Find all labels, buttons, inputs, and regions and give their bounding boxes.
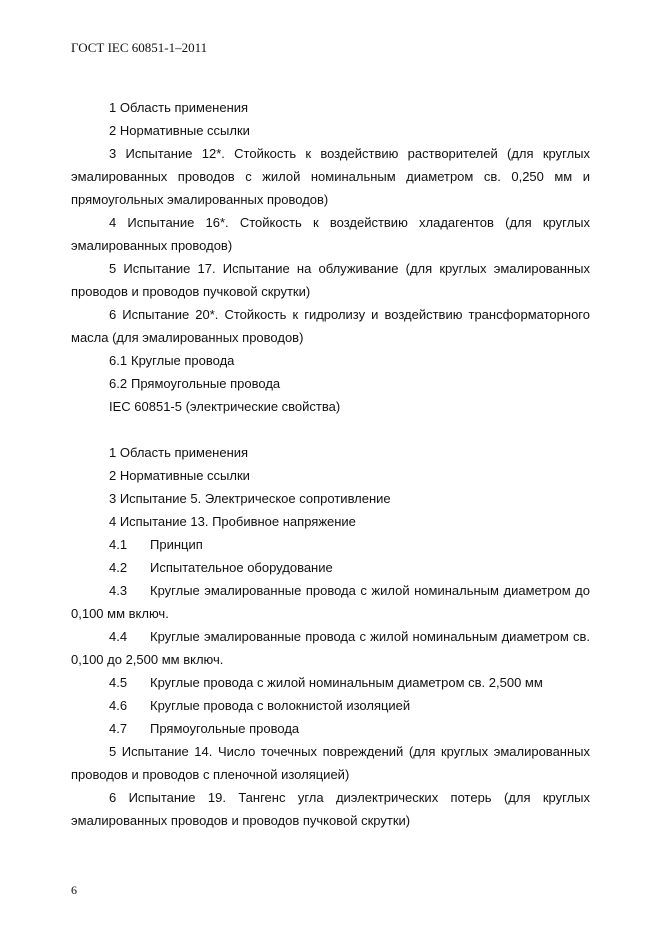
subsection-text: Круглые эмалированные провода с жилой номинальным диаметром св. 0,100 до 2,500 мм включ. [71,629,590,667]
subsection-number: 6.2 [109,376,128,391]
subsection-text: Принцип [150,537,203,552]
subsection-number: 4.6 [109,698,128,713]
page-number: 6 [71,883,77,897]
list-item: 2 Нормативные ссылки [109,468,250,483]
subsection-text: Круглые провода [131,353,235,368]
page-header: ГОСТ IEC 60851-1–2011 [71,40,208,55]
subsection-text: Круглые эмалированные провода с жилой номинальным диаметром до 0,100 мм включ. [71,583,590,621]
list-item: 4 Испытание 16*. Стойкость к воздействию хладагентов (для круглых эмалированных проводов) [71,215,590,253]
subsection-item [71,556,590,579]
subsection-text: Прямоугольные провода [150,721,300,736]
subsection-number: 4.3 [109,583,128,598]
list-item: 1 Область применения [109,100,249,115]
list-item: 3 Испытание 5. Электрическое сопротивление [109,491,391,506]
list-item: 5 Испытание 14. Число точечных повреждений (для круглых эмалированных проводов и проводов с пленочной изоляцией) [71,744,590,782]
list-item: 6 Испытание 19. Тангенс угла диэлектрических потерь (для круглых эмалированных проводов и проводов пучковой скрутки) [71,790,590,828]
subsection-item [71,579,590,625]
document-body [71,96,590,832]
subsection-number: 4.2 [109,560,128,575]
subsection-number: 4.7 [109,721,128,736]
subsection-text: Круглые провода с жилой номинальным диаметром св. 2,500 мм [150,675,543,690]
list-item: 6 Испытание 20*. Стойкость к гидролизу и воздействию трансформаторного масла (для эмалированных проводов) [71,307,590,345]
section-heading: IEC 60851-5 (электрические свойства) [109,399,341,414]
subsection-item [71,372,590,395]
list-item: 2 Нормативные ссылки [109,123,250,138]
list-item: 4 Испытание 13. Пробивное напряжение [109,514,356,529]
subsection-item [71,349,590,372]
subsection-text: Круглые провода с волокнистой изоляцией [150,698,411,713]
subsection-text: Прямоугольные провода [131,376,281,391]
subsection-number: 4.1 [109,537,128,552]
subsection-item [71,625,590,671]
list-item: 1 Область применения [109,445,249,460]
subsection-item [71,671,590,694]
subsection-item [71,694,590,717]
subsection-number: 6.1 [109,353,128,368]
subsection-item [71,533,590,556]
subsection-number: 4.4 [109,629,128,644]
subsection-text: Испытательное оборудование [150,560,333,575]
subsection-number: 4.5 [109,675,128,690]
list-item: 3 Испытание 12*. Стойкость к воздействию растворителей (для круглых эмалированных проводов с жилой номинальным диаметром св. 0,250 мм и прямоугольных эмалированных проводов) [71,146,590,207]
subsection-item [71,717,590,740]
list-item: 5 Испытание 17. Испытание на облуживание (для круглых эмалированных проводов и проводов пучковой скрутки) [71,261,590,299]
